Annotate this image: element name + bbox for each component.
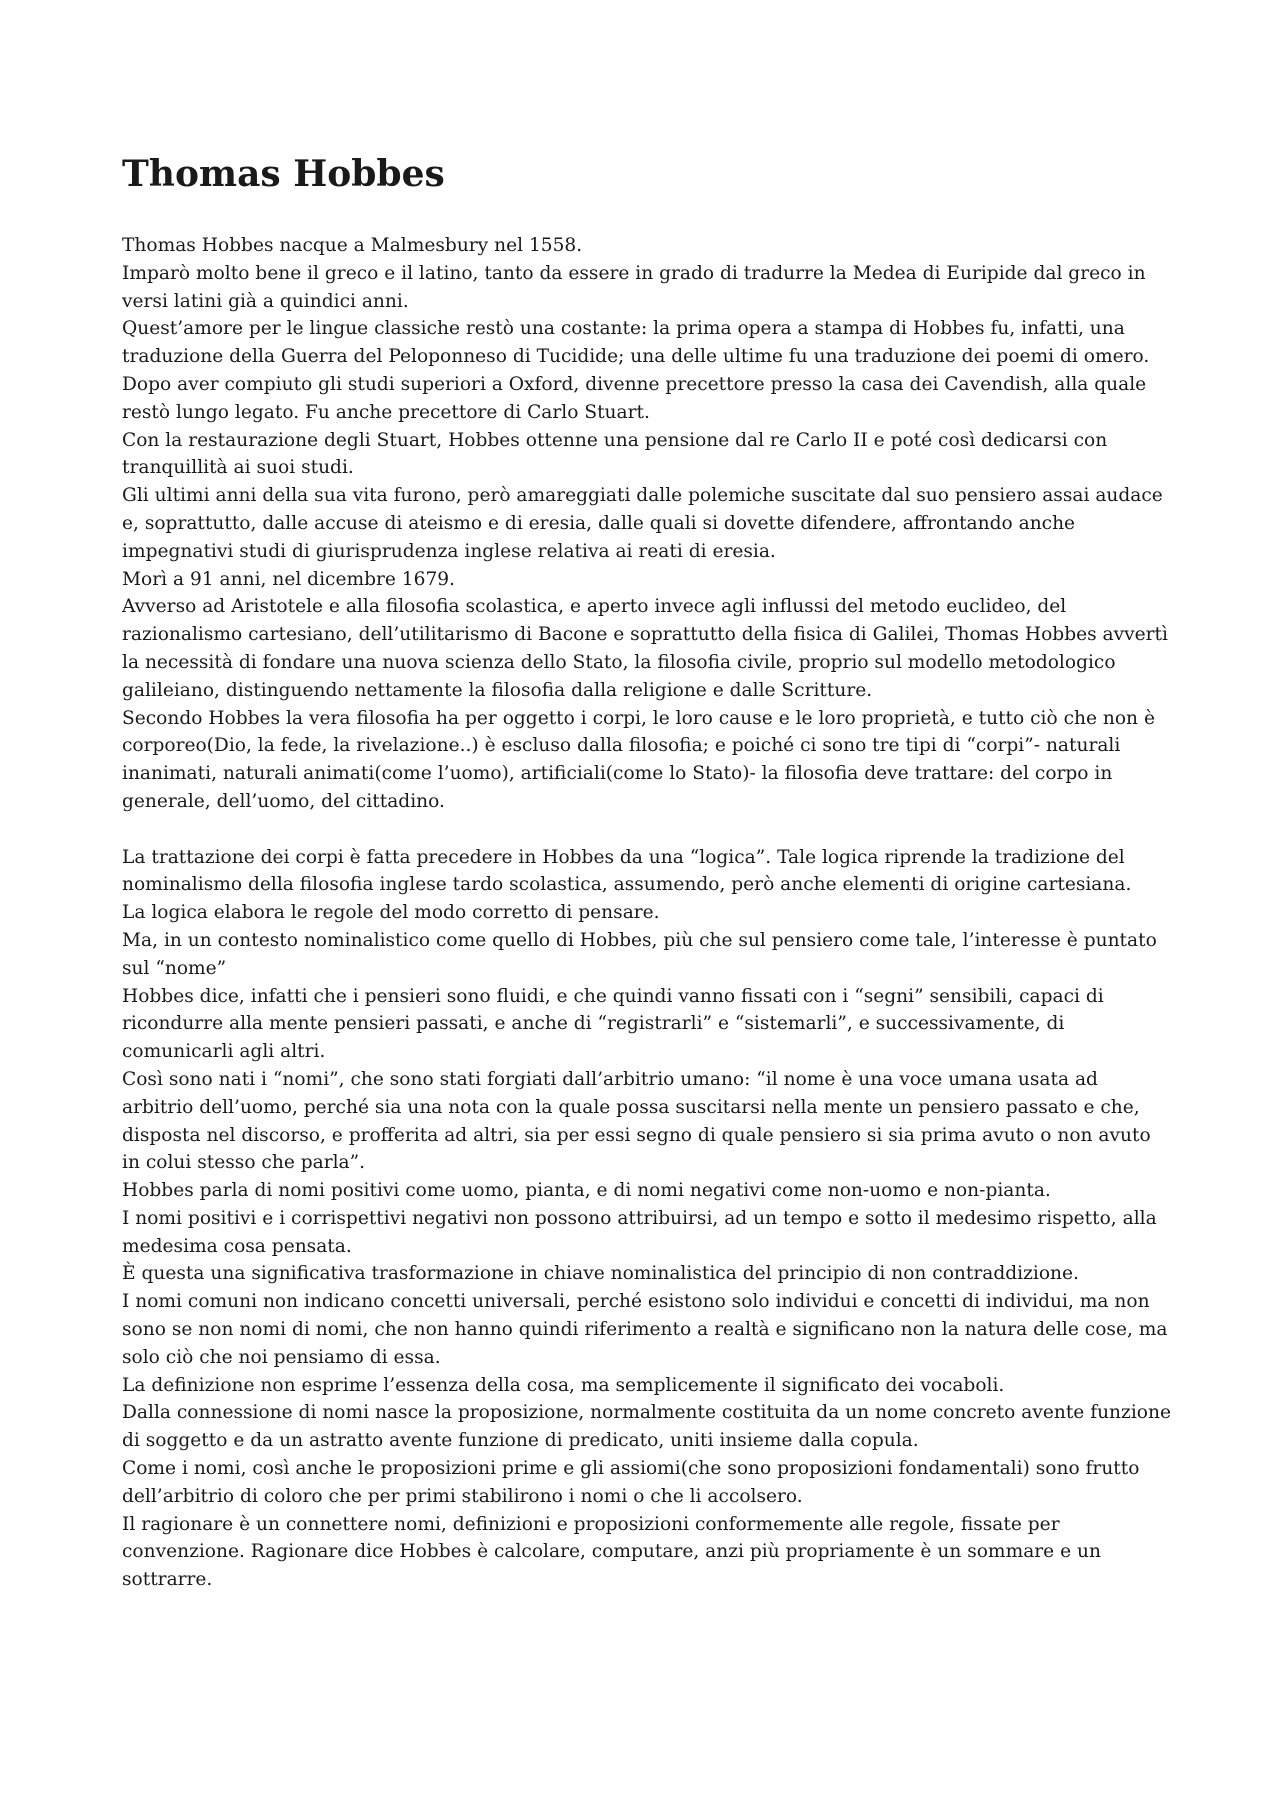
paragraph: Quest’amore per le lingue classiche restò una costante: la prima opera a stampa di Hobbes fu, infatti, una traduzione della Guerra del Peloponneso di Tucidide; una delle ultime fu una traduzione dei poemi di omero. xyxy=(122,318,1150,368)
paragraph: Il ragionare è un connettere nomi, definizioni e proposizioni conformemente alle regole, fissate per convenzione. Ragionare dice Hobbes è calcolare, computare, anzi più propriamente è un sommare e un sottrarre. xyxy=(122,1513,1101,1591)
paragraph: La logica elabora le regole del modo corretto di pensare. xyxy=(122,902,660,924)
paragraph: Secondo Hobbes la vera filosofia ha per oggetto i corpi, le loro cause e le loro proprietà, e tutto ciò che non è corporeo(Dio, la fede, la rivelazione..) è escluso dalla filosofia; e poiché ci sono tre tipi di “corpi”- naturali inanimati, naturali animati(come l’uomo), artificiali(come lo Stato)- la filosofia deve trattare: del corpo in generale, dell’uomo, del cittadino. xyxy=(122,707,1155,812)
document-text xyxy=(122,232,1172,1594)
paragraph: Dalla connessione di nomi nasce la proposizione, normalmente costituita da un nome concreto avente funzione di soggetto e da un astratto avente funzione di predicato, uniti insieme dalla copula. xyxy=(122,1402,1171,1452)
paragraph: I nomi comuni non indicano concetti universali, perché esistono solo individui e concetti di individui, ma non sono se non nomi di nomi, che non hanno quindi riferimento a realtà e significano non la natura delle cose, ma solo ciò che noi pensiamo di essa. xyxy=(122,1291,1168,1368)
paragraph: Così sono nati i “nomi”, che sono stati forgiati dall’arbitrio umano: “il nome è una voce umana usata ad arbitrio dell’uomo, perché sia una nota con la quale possa suscitarsi nella mente un pensiero passato e che, disposta nel discorso, e profferita ad altri, sia per essi segno di quale pensiero si sia prima avuto o non avuto in colui stesso che parla”. xyxy=(122,1068,1151,1174)
paragraph: Dopo aver compiuto gli studi superiori a Oxford, divenne precettore presso la casa dei Cavendish, alla quale restò lungo legato. Fu anche precettore di Carlo Stuart. xyxy=(122,373,1147,423)
paragraph: Morì a 91 anni, nel dicembre 1679. xyxy=(122,568,456,590)
paragraph: Gli ultimi anni della sua vita furono, però amareggiati dalle polemiche suscitate dal suo pensiero assai audace e, soprattutto, dalle accuse di ateismo e di eresia, dalle quali si dovette difendere, affrontando anche impegnativi studi di giurisprudenza inglese relativa ai reati di eresia. xyxy=(122,485,1163,562)
paragraph: I nomi positivi e i corrispettivi negativi non possono attribuirsi, ad un tempo e sotto il medesimo rispetto, alla medesima cosa pensata. xyxy=(122,1207,1157,1257)
paragraph: Come i nomi, così anche le proposizioni prime e gli assiomi(che sono proposizioni fondamentali) sono frutto dell’arbitrio di coloro che per primi stabilirono i nomi o che li accolsero. xyxy=(122,1458,1140,1507)
paragraph: Imparò molto bene il greco e il latino, tanto da essere in grado di tradurre la Medea di Euripide dal greco in versi latini già a quindici anni. xyxy=(122,262,1146,312)
paragraph: Con la restaurazione degli Stuart, Hobbes ottenne una pensione dal re Carlo II e poté così dedicarsi con tranquillità ai suoi studi. xyxy=(122,429,1108,479)
paragraph: Avverso ad Aristotele e alla filosofia scolastica, e aperto invece agli influssi del metodo euclideo, del razionalismo cartesiano, dell’utilitarismo di Bacone e soprattutto della fisica di Galilei, Thomas Hobbes avvertì la necessità di fondare una nuova scienza dello Stato, la filosofia civile, proprio sul modello metodologico galileiano, distinguendo nettamente la filosofia dalla religione e dalle Scritture. xyxy=(122,596,1168,701)
paragraph: Hobbes parla di nomi positivi come uomo, pianta, e di nomi negativi come non-uomo e non-pianta. xyxy=(122,1180,1051,1202)
paragraph: Thomas Hobbes nacque a Malmesbury nel 1558. xyxy=(122,235,583,256)
document-title: Thomas Hobbes xyxy=(122,153,445,195)
paragraph: La trattazione dei corpi è fatta precedere in Hobbes da una “logica”. Tale logica riprende la tradizione del nominalismo della filosofia inglese tardo scolastica, assumendo, però anche elementi di origine cartesiana. xyxy=(122,846,1132,896)
paragraph: È questa una significativa trasformazione in chiave nominalistica del principio di non contraddizione. xyxy=(122,1263,1079,1285)
paragraph: La definizione non esprime l’essenza della cosa, ma semplicemente il significato dei vocaboli. xyxy=(122,1374,1005,1396)
paragraph: Ma, in un contesto nominalistico come quello di Hobbes, più che sul pensiero come tale, l’interesse è puntato sul “nome” xyxy=(122,929,1157,979)
paragraph: Hobbes dice, infatti che i pensieri sono fluidi, e che quindi vanno fissati con i “segni” sensibili, capaci di ricondurre alla mente pensieri passati, e anche di “registrarli” e “sistemarli”, e successivamente, di comunicarli agli altri. xyxy=(122,985,1104,1063)
document-body xyxy=(122,150,1172,1594)
